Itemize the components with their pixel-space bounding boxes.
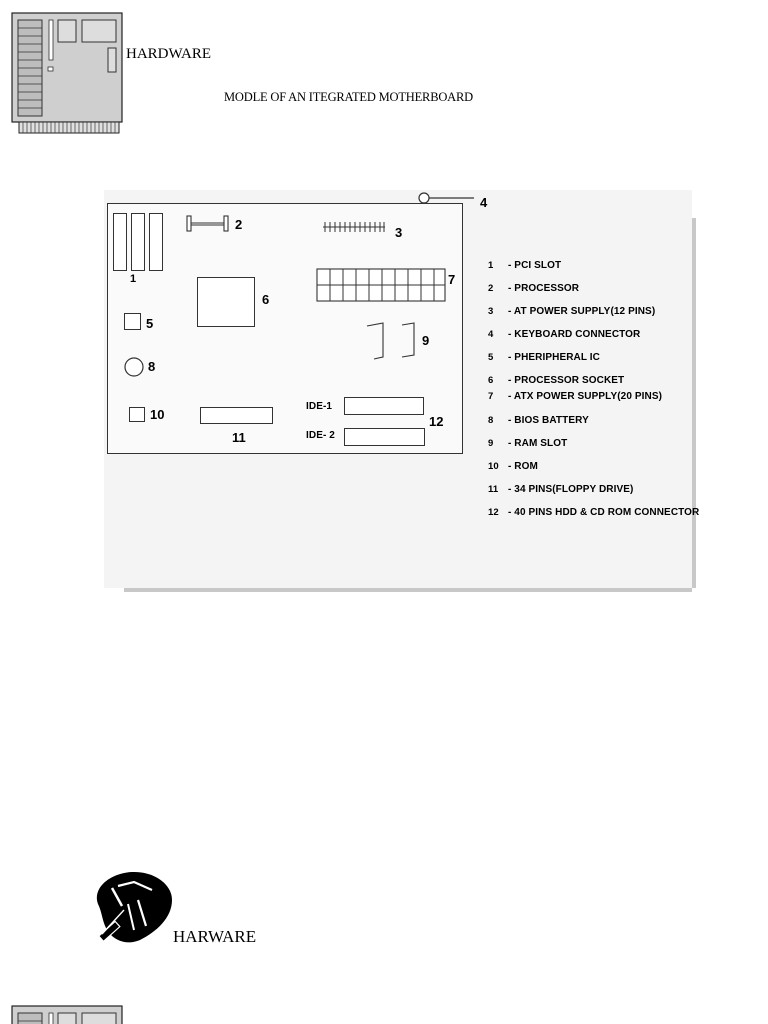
floppy-connector bbox=[200, 407, 273, 424]
atx-power-supply-shape bbox=[316, 268, 448, 304]
diagram-title: MODLE OF AN ITEGRATED MOTHERBOARD bbox=[224, 90, 473, 104]
pci-slot bbox=[113, 213, 127, 271]
label-number-1: 1 bbox=[130, 273, 137, 285]
processor-shape bbox=[186, 214, 232, 234]
tools-icon bbox=[88, 870, 176, 946]
label-number-9: 9 bbox=[422, 333, 430, 348]
legend-item: 1 - PCI SLOT bbox=[488, 260, 562, 271]
diagram-legend bbox=[488, 260, 700, 530]
keyboard-connector-shape bbox=[414, 192, 476, 206]
legend-item: 11 - 34 PINS(FLOPPY DRIVE) bbox=[488, 484, 634, 495]
label-number-11: 11 bbox=[232, 430, 246, 445]
legend-item: 2 - PROCESSOR bbox=[488, 283, 580, 294]
rom-chip bbox=[129, 407, 145, 422]
label-number-3: 3 bbox=[395, 225, 403, 240]
legend-item: 10 - ROM bbox=[488, 461, 538, 472]
legend-item: 4 - KEYBOARD CONNECTOR bbox=[488, 329, 641, 340]
footer-title: HARWARE bbox=[173, 927, 257, 946]
processor-socket bbox=[197, 277, 255, 327]
page-title: HARDWARE bbox=[126, 46, 211, 62]
legend-item: 9 - RAM SLOT bbox=[488, 438, 568, 449]
pci-slot bbox=[131, 213, 145, 271]
ram-slot-shape bbox=[364, 321, 420, 361]
legend-item: 5 - PHERIPHERAL IC bbox=[488, 352, 600, 363]
at-power-supply-shape bbox=[322, 220, 388, 234]
label-number-8: 8 bbox=[148, 359, 156, 374]
motherboard-card-icon bbox=[11, 1005, 124, 1024]
ide-1-label: IDE-1 bbox=[306, 401, 333, 412]
motherboard-diagram bbox=[104, 190, 700, 592]
label-number-6: 6 bbox=[262, 292, 270, 307]
pci-slot bbox=[149, 213, 163, 271]
motherboard-card-icon bbox=[11, 12, 124, 134]
legend-item: 6 - PROCESSOR SOCKET bbox=[488, 375, 625, 386]
legend-item: 12 - 40 PINS HDD & CD ROM CONNECTOR bbox=[488, 507, 700, 518]
ide-2-label: IDE- 2 bbox=[306, 430, 335, 441]
label-number-2: 2 bbox=[235, 217, 243, 232]
ide-2-connector bbox=[344, 428, 425, 446]
label-number-10: 10 bbox=[150, 407, 165, 422]
legend-item: 7 - ATX POWER SUPPLY(20 PINS) bbox=[488, 391, 663, 402]
ide-1-connector bbox=[344, 397, 424, 415]
peripheral-ic bbox=[124, 313, 141, 330]
label-number-4: 4 bbox=[480, 195, 488, 210]
label-number-12: 12 bbox=[429, 414, 444, 429]
legend-item: 3 - AT POWER SUPPLY(12 PINS) bbox=[488, 306, 656, 317]
bios-battery-shape bbox=[123, 356, 145, 378]
legend-item: 8 - BIOS BATTERY bbox=[488, 415, 589, 426]
label-number-5: 5 bbox=[146, 316, 154, 331]
label-number-7: 7 bbox=[448, 272, 456, 287]
